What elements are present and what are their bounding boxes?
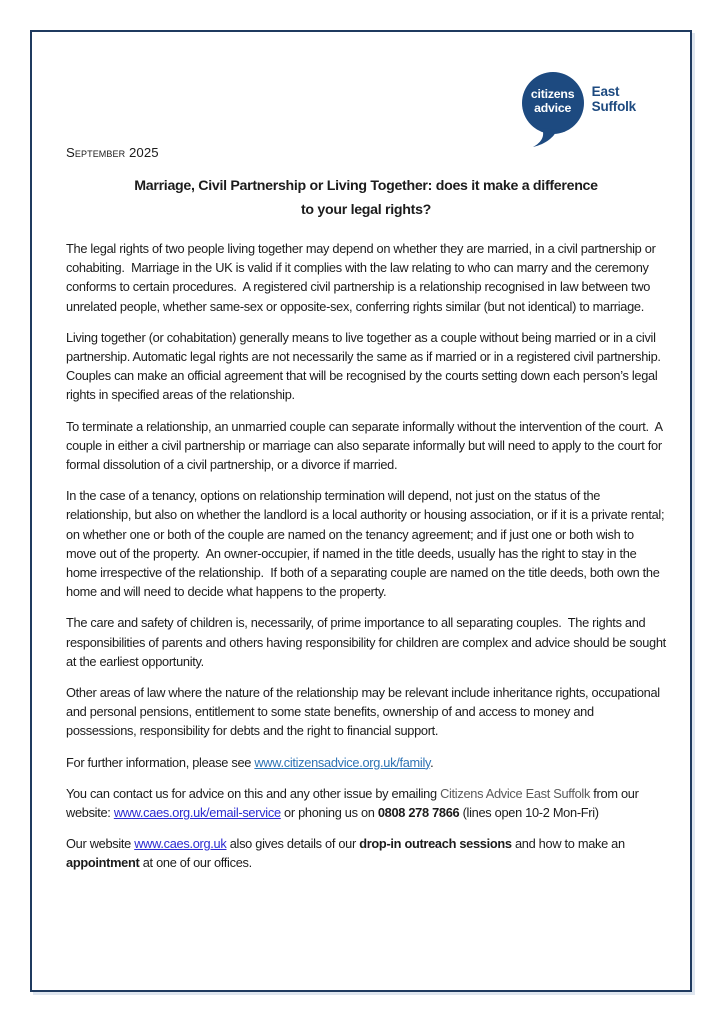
drop-in-sessions-text: drop-in outreach sessions (359, 836, 512, 852)
paragraph (66, 683, 666, 741)
paragraph (66, 613, 670, 671)
document-content (66, 0, 670, 885)
text-segment: also gives details of our (226, 836, 360, 852)
paragraph (66, 417, 666, 475)
link-citizensadvice-family[interactable]: www.citizensadvice.org.uk/family (254, 754, 431, 770)
text-segment: The legal rights of two people living together may depend on whether they are married, in a civil partnership or cohabiting. Marriage in the UK is valid if it complies with the law relating to who can marry and the ceremony conforms to certain procedures. A registered civil partnership is a relationship recognised in law between two unrelated people, whether same-sex or opposite-sex, conferring rights similar (but not identical) to marriage. (66, 241, 659, 314)
logo-word-advice: advice (534, 101, 572, 116)
text-segment: For further information, please see (66, 754, 255, 770)
document-date: September 2025 (66, 145, 159, 160)
paragraph (66, 784, 666, 822)
document-title-line1: Marriage, Civil Partnership or Living Together: does it make a difference (134, 178, 598, 194)
text-segment: and how to make an (511, 836, 629, 852)
text-segment: at one of our offices. (139, 855, 252, 871)
text-segment: or phoning us on (280, 805, 378, 821)
logo-word-citizens: citizens (530, 87, 575, 101)
logo-region-line1: East (591, 84, 620, 99)
link-caes-email-service[interactable]: www.caes.org.uk/email-service (113, 805, 281, 821)
text-segment: from our website: (66, 785, 642, 821)
document-title-line2: to your legal rights? (300, 202, 432, 218)
logo-region-line2: Suffolk (591, 98, 636, 114)
text-segment: (lines open 10-2 Mon-Fri) (459, 805, 599, 821)
paragraph (66, 486, 666, 601)
text-segment: The care and safety of children is, necessarily, of prime importance to all separating couples. The rights and responsibilities of parents and others having responsibility for children are complex and advice should be sought at the earliest opportunity. (66, 615, 670, 669)
document-title (66, 174, 666, 222)
paragraph (66, 239, 666, 316)
text-segment: You can contact us for advice on this and any other issue by emailing (66, 785, 441, 801)
text-segment: In the case of a tenancy, options on relationship termination will depend, not just on the status of the relationship, but also on whether the landlord is a local authority or housing association, or if it is a private rental; on whether one or both of the couple are named on the tenancy agreement; and if just one or both wish to move out of the property. An owner-occupier, if named in the title deeds, usually has the right to stay in the home irrespective of the relationship. If both of a separating couple are named on the title deeds, both own the home and will need to decide what happens to the property. (66, 488, 668, 600)
text-segment: . (430, 754, 434, 770)
text-segment: Other areas of law where the nature of the relationship may be relevant include inheritance rights, occupational and personal pensions, entitlement to some state benefits, ownership of and access to money and possessions, responsibility for debts and the right to financial support. (66, 685, 664, 739)
document-body (66, 239, 670, 873)
text-segment: To terminate a relationship, an unmarried couple can separate informally without the intervention of the court. A couple in either a civil partnership or marriage can also separate informally but will need to apply to the court for formal dissolution of a civil partnership, or a divorce if married. (66, 418, 666, 473)
text-segment: Living together (or cohabitation) generally means to live together as a couple without being married or in a civil partnership. Automatic legal rights are not necessarily the same as if married or in a registered civil partnership. Couples can make an official agreement that will be recognised by the courts setting down each person’s legal rights in specified areas of the relationship. (66, 329, 668, 403)
paragraph (66, 753, 666, 772)
org-name-text: Citizens Advice East Suffolk (440, 785, 591, 801)
appointment-text: appointment (66, 855, 140, 871)
paragraph (66, 328, 666, 405)
phone-number: 0808 278 7866 (377, 805, 460, 821)
link-caes-website[interactable]: www.caes.org.uk (134, 836, 227, 852)
paragraph (66, 834, 666, 872)
text-segment: Our website (66, 836, 135, 852)
